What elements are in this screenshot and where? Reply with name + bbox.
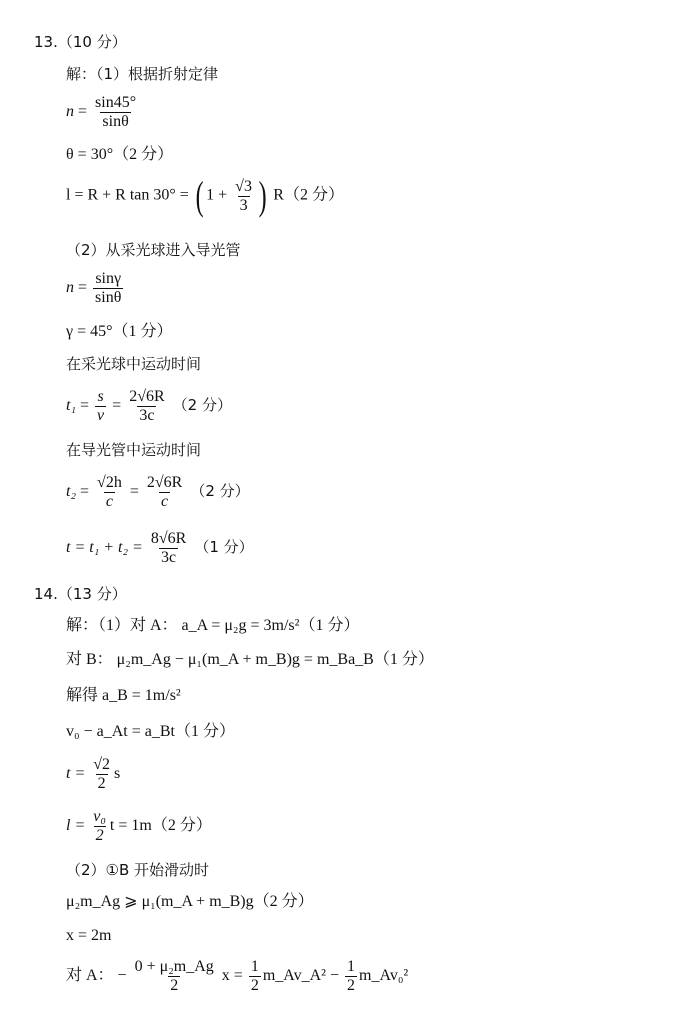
eq-suffix: t = 1m（2 分） [109, 817, 212, 835]
q14-heading: 14.（13 分） [34, 585, 127, 603]
fraction [95, 388, 106, 425]
denominator: 3c [139, 407, 155, 424]
fraction [145, 474, 184, 511]
numerator: 0 + μ₂m_Ag [134, 958, 214, 975]
fraction [93, 94, 138, 131]
numerator: √2 [93, 756, 111, 773]
eq-suffix: R（2 分） [273, 186, 344, 204]
q13-theta-eq: θ = 30°（2 分） [66, 146, 174, 163]
numerator: v₀ [93, 808, 106, 825]
left-paren: ( [195, 173, 204, 218]
eq-lhs: t = [66, 765, 86, 783]
numerator: 1 [250, 958, 259, 975]
numerator: √3 [235, 177, 252, 195]
denominator: 2 [347, 977, 355, 994]
numerator: √2h [97, 474, 122, 491]
numerator: s [97, 388, 104, 405]
q14-line-9: x = 2m [66, 927, 112, 944]
fraction [345, 958, 357, 995]
q13-line-10: 在导光管中运动时间 [66, 441, 202, 459]
fraction [249, 958, 261, 995]
numerator: 8√6R [150, 530, 187, 547]
eq-lhs: n [66, 279, 74, 297]
eq-lhs: n [66, 103, 74, 121]
score-note: （2 分） [172, 396, 232, 415]
q13-gamma-eq: γ = 45°（1 分） [66, 323, 173, 340]
denominator: 2 [97, 775, 106, 792]
denominator: 3c [161, 549, 177, 566]
numerator: sin45° [95, 94, 137, 111]
denominator: v [97, 407, 105, 424]
denominator: c [105, 493, 113, 510]
q13-t1-eq: t₁ = $\frac{s}{v}$ = $\frac{2√6R}{3c}$ （2 分） [66, 388, 232, 424]
fraction [95, 474, 124, 511]
q13-total-t-eq [66, 530, 254, 567]
q13-refraction-eq: n = $\frac{\sin 45^\circ}{\sin\theta}$ [66, 94, 137, 130]
q14-line-4: v₀ − a_At = a_Bt（1 分） [66, 723, 235, 740]
fraction [91, 808, 108, 845]
eq-lhs: l = [66, 817, 86, 835]
numerator: sinγ [95, 270, 122, 287]
eq-middle: x = [221, 967, 243, 985]
eq-lhs: t₁ [66, 397, 77, 415]
q13-n-gamma-eq: n = $\frac{\sin\gamma}{\sin\theta}$ [66, 270, 122, 306]
q14-l-eq [66, 808, 212, 845]
eq-lhs: t₂ [66, 483, 77, 501]
q13-heading: 13.（10 分） [34, 33, 127, 51]
q13-length-eq [66, 173, 344, 218]
unit: s [114, 765, 121, 783]
eq-term: m_Av₀² [359, 967, 409, 985]
score-note: （1 分） [194, 538, 254, 557]
fraction [233, 178, 254, 215]
score-note: （2 分） [190, 482, 250, 501]
q14-line-8: μ₂m_Ag ⩾ μ₁(m_A + m_B)g（2 分） [66, 893, 314, 910]
eq-term: m_Av_A² − [262, 967, 339, 985]
numerator: 2√6R [129, 388, 165, 405]
denominator: 2 [250, 977, 259, 994]
q14-line-3: 解得 a_B = 1m/s² [66, 687, 181, 704]
q14-line-1: 解：（1）对 A： a_A = μ₂g = 3m/s²（1 分） [66, 617, 360, 634]
eq-prefix: l = R + R tan 30° = [66, 186, 189, 204]
numerator: 1 [347, 958, 355, 975]
denominator: sinθ [95, 289, 122, 306]
denominator: 3 [239, 196, 248, 214]
fraction [93, 270, 123, 307]
denominator: 2 [170, 977, 179, 994]
eq-lhs: t = t₁ + t₂ = [66, 539, 143, 557]
numerator: 2√6R [146, 474, 183, 491]
fraction [149, 530, 188, 567]
q14-energy-eq [66, 958, 408, 995]
q13-line-1: 解：（1）根据折射定律 [66, 65, 219, 83]
fraction [133, 958, 216, 995]
q13-line-8: 在采光球中运动时间 [66, 355, 202, 373]
denominator: 2 [95, 827, 104, 844]
fraction [127, 388, 166, 425]
q14-line-2: 对 B： μ₂m_Ag − μ₁(m_A + m_B)g = m_Ba_B（1 分） [66, 651, 434, 668]
q14-line-7: （2）①B 开始滑动时 [66, 861, 210, 879]
q13-line-5: （2）从采光球进入导光管 [66, 241, 241, 259]
denominator: sinθ [102, 113, 129, 130]
right-paren: ) [258, 173, 267, 218]
fraction [91, 756, 112, 793]
q13-t2-eq: t₂ = $\frac{√2h}{c}$ = $\frac{2√6R}{c}$ （2 分） [66, 474, 250, 510]
eq-prefix: 对 A： − [66, 967, 127, 985]
q14-t-eq [66, 756, 120, 793]
denominator: c [161, 493, 169, 510]
eq-term: 1 + [206, 186, 228, 204]
